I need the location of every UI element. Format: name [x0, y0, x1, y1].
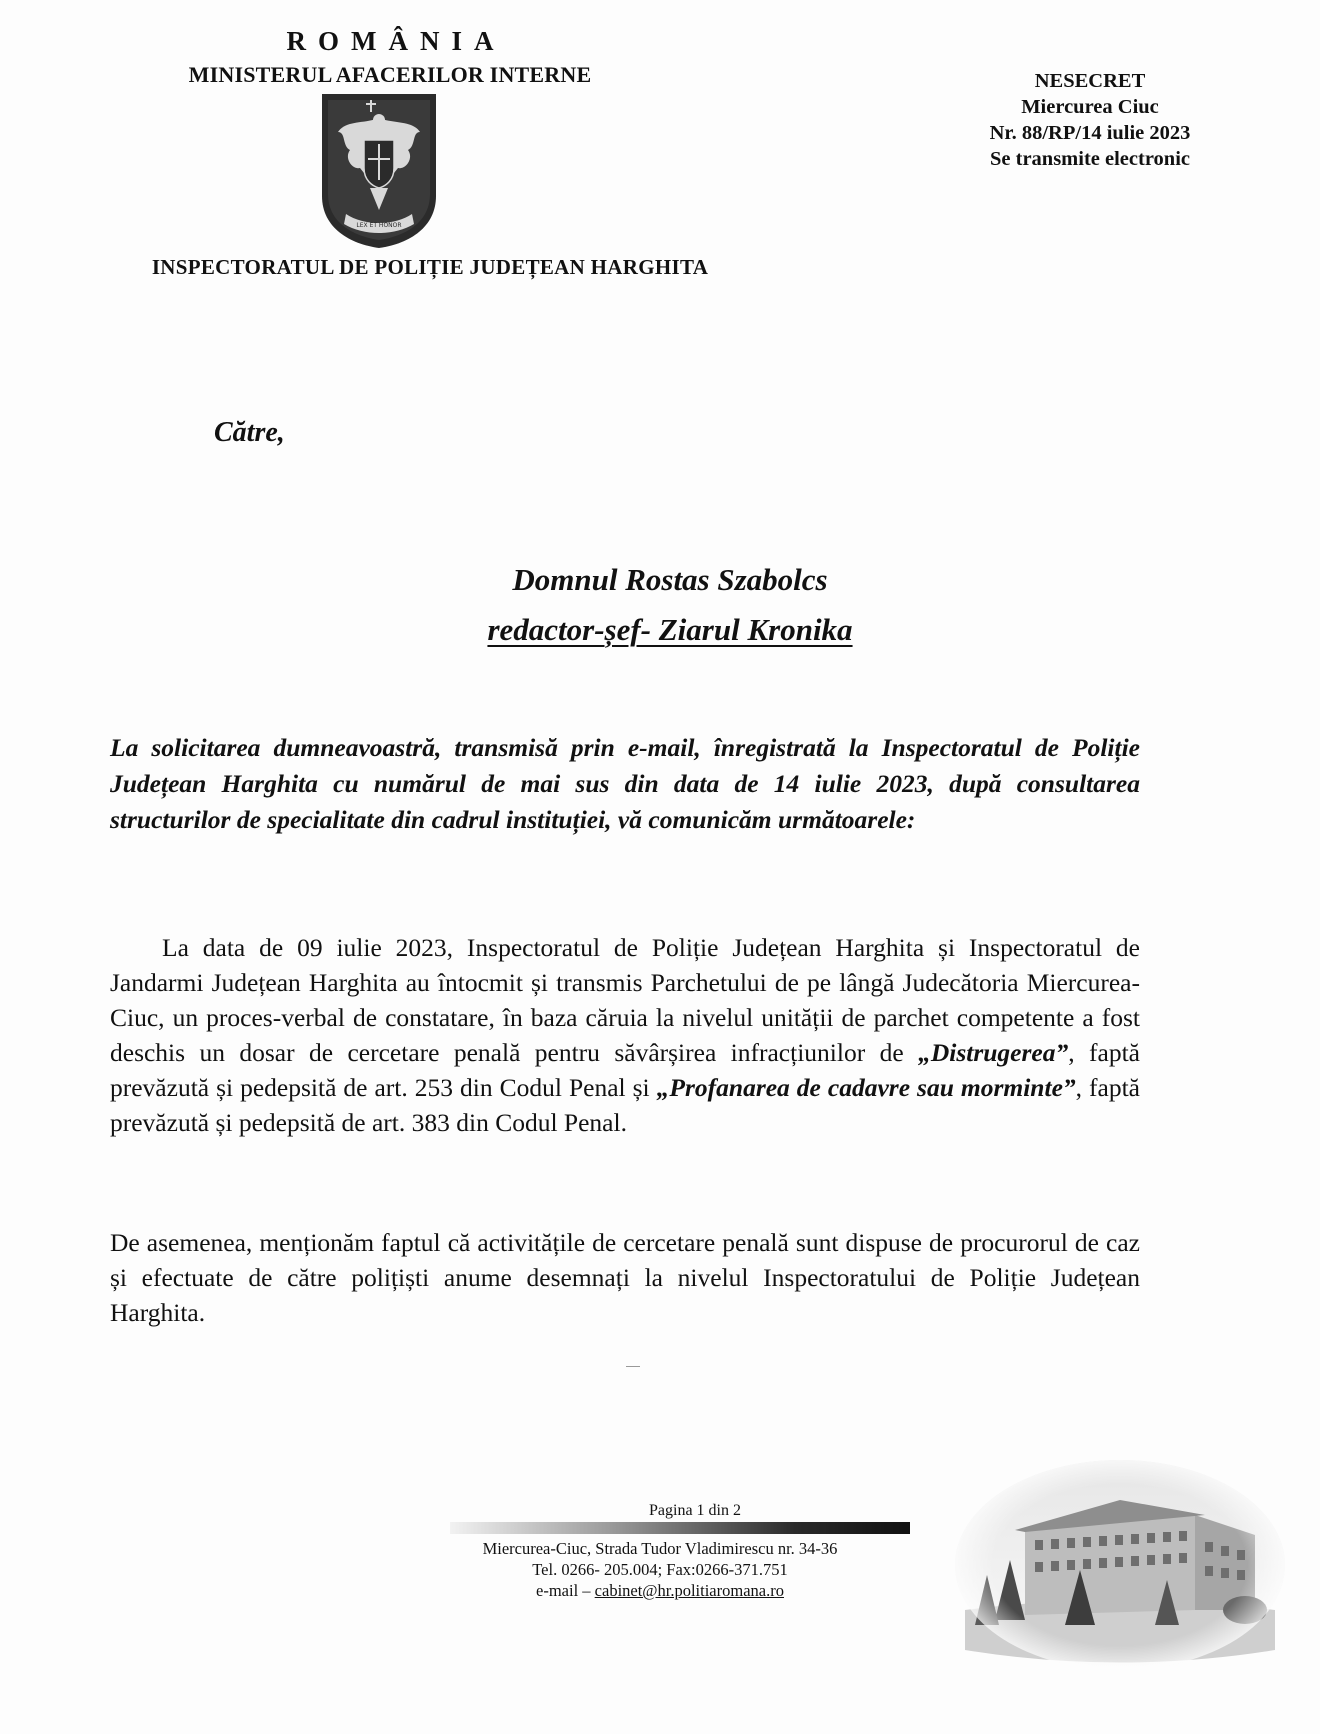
main-text-part1: La data de 09 iulie 2023, Inspectoratul de Poliție Județean Harghita și Inspectoratul de Jandarmi Județean Harghita au întocmit și transmis Parchetului de pe lângă Judecătoria Miercurea-Ciuc, un proces-verbal de constatare, în baza căruia la nivelul unității de parchet competente a fost deschis un dosar de cercetare penală pentru săvârșirea infracțiunilor de — [110, 933, 1140, 1067]
addressee-role: redactor-șef- Ziarul Kronika — [487, 612, 853, 647]
ministry-heading: MINISTERUL AFACERILOR INTERNE — [188, 62, 592, 87]
inspectorate-heading: INSPECTORATUL DE POLIȚIE JUDEȚEAN HARGHITA — [151, 255, 709, 279]
page-number: Pagina 1 din 2 — [649, 1502, 741, 1519]
footer-phone: Tel. 0266- 205.004; Fax:0266-371.751 — [532, 1560, 788, 1579]
crest-motto: LEX ET HONOR — [356, 222, 402, 229]
intro-paragraph: La solicitarea dumneavoastră, transmisă prin e-mail, înregistrată la Inspectoratul de Poliție Județean Harghita cu numărul de mai sus din data de 14 iulie 2023, după consultarea structurilor de specialitate din cadrul instituției, vă comunicăm următoarele: — [110, 733, 1140, 834]
footer-divider-bar — [450, 1522, 910, 1534]
transmission-note: Se transmite electronic — [990, 148, 1190, 170]
addressee-block — [400, 555, 940, 655]
footer-email-line — [430, 1580, 890, 1601]
footer-contact — [430, 1538, 890, 1601]
document-meta — [920, 68, 1260, 172]
final-paragraph: De asemenea, menționăm faptul că activitățile de cercetare penală sunt dispuse de procurorul de caz și efectuate de către polițiști anume desemnați la nivelul Inspectoratului de Poliție Județean Harghita. — [110, 1228, 1140, 1327]
footer-email-prefix: e-mail – — [536, 1581, 595, 1600]
police-building-photo-icon — [955, 1460, 1285, 1670]
footer-address: Miercurea-Ciuc, Strada Tudor Vladimirescu nr. 34-36 — [482, 1539, 838, 1558]
country-heading: ROMÂNIA — [286, 26, 506, 56]
addressee-name: Domnul Rostas Szabolcs — [512, 562, 828, 597]
stray-mark — [626, 1366, 640, 1367]
classification-label: NESECRET — [1034, 70, 1146, 92]
offense-profanation: „Profanarea de cadavre sau morminte” — [656, 1073, 1076, 1102]
coat-of-arms-icon — [316, 88, 442, 250]
reference-number: Nr. 88/RP/14 iulie 2023 — [989, 122, 1191, 144]
main-text-part2: , faptă prevăzută și pedepsită de art. 253 din Codul Penal și — [110, 1038, 1140, 1102]
salutation: Către, — [214, 417, 285, 448]
footer-email-link[interactable]: cabinet@hr.politiaromana.ro — [594, 1581, 784, 1600]
main-text-part3: , faptă prevăzută și pedepsită de art. 383 din Codul Penal. — [110, 1073, 1140, 1137]
main-paragraph — [110, 930, 1140, 1140]
offense-destruction: „Distrugerea” — [918, 1038, 1069, 1067]
city-label: Miercurea Ciuc — [1021, 96, 1159, 118]
